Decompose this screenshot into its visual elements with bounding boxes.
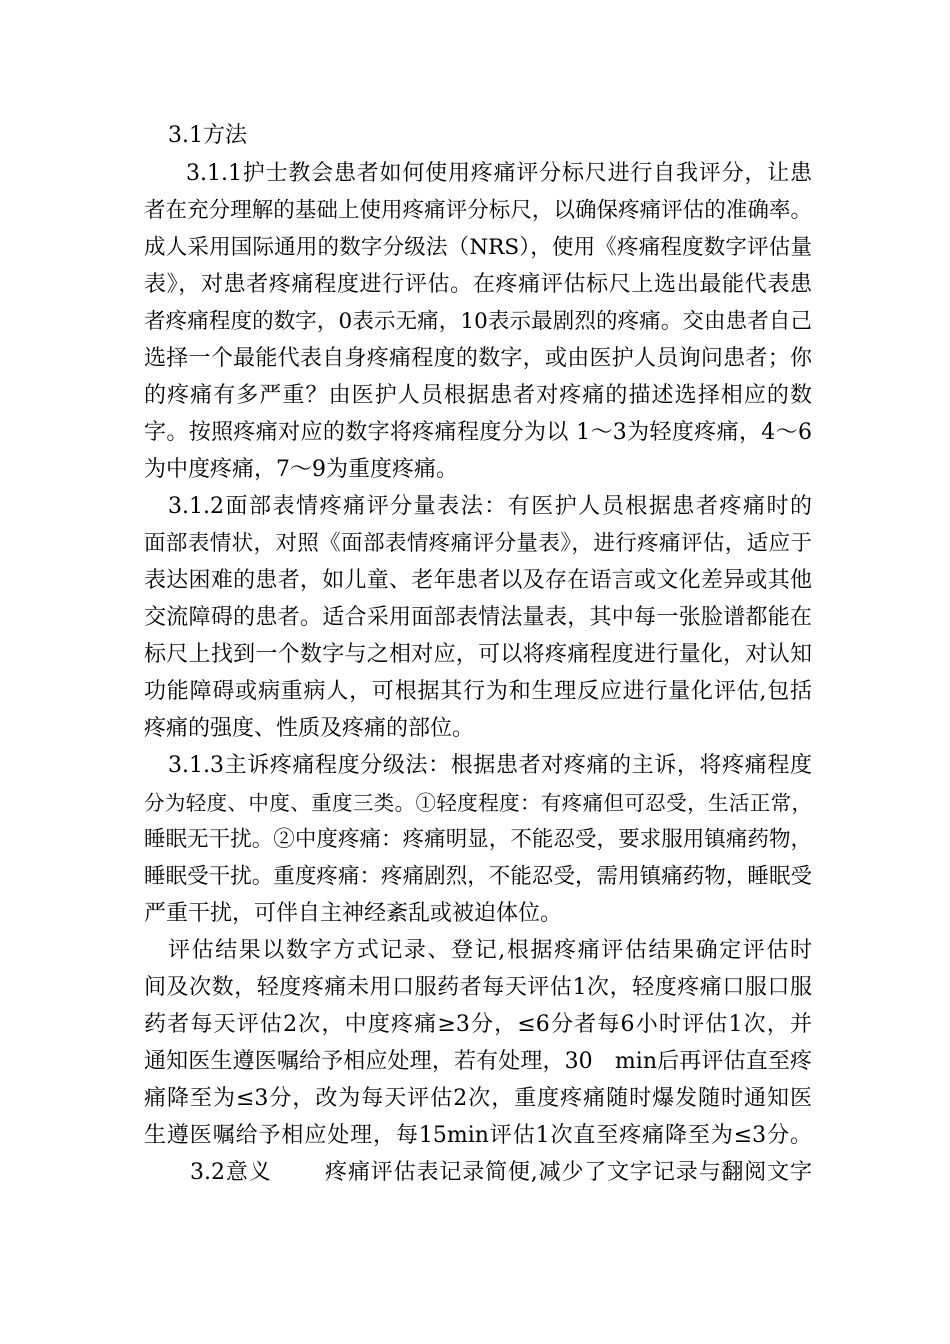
paragraph-line: 分为轻度、中度、重度三类。①轻度程度：有疼痛但可忍受，生活正常， (144, 791, 812, 815)
section-heading-3-1: 3.1方法 (168, 123, 247, 148)
section-heading-3-2-line: 3.2意义 疼痛评估表记录简便,减少了文字记录与翻阅文字 (190, 1160, 812, 1185)
paragraph-line: 评估结果以数字方式记录、登记,根据疼痛评估结果确定评估时 (168, 938, 812, 963)
paragraph-line: 严重干扰，可伴自主神经紊乱或被迫体位。 (144, 901, 563, 926)
paragraph-line: 标尺上找到一个数字与之相对应，可以将疼痛程度进行量化，对认知 (144, 642, 812, 667)
paragraph-line: 者在充分理解的基础上使用疼痛评分标尺，以确保疼痛评估的准确率。 (144, 198, 812, 223)
paragraph-line: 成人采用国际通用的数字分级法（NRS），使用《疼痛程度数字评估量 (144, 235, 812, 260)
paragraph-line: 间及次数，轻度疼痛未用口服药者每天评估1次，轻度疼痛口服口服 (144, 975, 812, 1000)
paragraph-line: 面部表情状，对照《面部表情疼痛评分量表》，进行疼痛评估，适应于 (144, 531, 812, 556)
paragraph-line: 选择一个最能代表自身疼痛程度的数字，或由医护人员询问患者；你 (144, 346, 812, 371)
paragraph-line: 表达困难的患者，如儿童、老年患者以及存在语言或文化差异或其他 (144, 568, 812, 593)
paragraph-line: 3.1.2面部表情疼痛评分量表法：有医护人员根据患者疼痛时的 (168, 494, 812, 519)
paragraph-line: 3.1.3主诉疼痛程度分级法：根据患者对疼痛的主诉，将疼痛程度 (168, 753, 812, 778)
paragraph-line: 睡眠受干扰。重度疼痛：疼痛剧烈，不能忍受，需用镇痛药物，睡眠受 (144, 864, 812, 889)
paragraph-line: 生遵医嘱给予相应处理，每15min评估1次直至疼痛降至为≤3分。 (144, 1123, 812, 1148)
paragraph-line: 3.1.1护士教会患者如何使用疼痛评分标尺进行自我评分，让患 (186, 161, 812, 186)
paragraph-line: 表》，对患者疼痛程度进行评估。在疼痛评估标尺上选出最能代表患 (144, 272, 812, 297)
paragraph-line: 功能障碍或病重病人，可根据其行为和生理反应进行量化评估,包括 (144, 679, 812, 704)
paragraph-line: 痛降至为≤3分，改为每天评估2次，重度疼痛随时爆发随时通知医 (144, 1086, 812, 1111)
paragraph-line: 药者每天评估2次，中度疼痛≥3分，≤6分者每6小时评估1次，并 (144, 1012, 812, 1037)
paragraph-line: 疼痛的强度、性质及疼痛的部位。 (144, 716, 475, 741)
paragraph-line: 为中度疼痛，7～9为重度疼痛。 (144, 457, 458, 482)
paragraph-line: 字。按照疼痛对应的数字将疼痛程度分为以 1～3为轻度疼痛，4～6 (144, 420, 812, 445)
paragraph-line: 睡眠无干扰。②中度疼痛：疼痛明显，不能忍受，要求服用镇痛药物， (144, 827, 812, 852)
paragraph-line: 通知医生遵医嘱给予相应处理，若有处理，30 min后再评估直至疼 (144, 1049, 812, 1074)
paragraph-line: 的疼痛有多严重？由医护人员根据患者对疼痛的描述选择相应的数 (144, 383, 812, 408)
paragraph-line: 交流障碍的患者。适合采用面部表情法量表，其中每一张脸谱都能在 (144, 605, 812, 630)
paragraph-line: 者疼痛程度的数字，0表示无痛，10表示最剧烈的疼痛。交由患者自己 (144, 309, 812, 334)
